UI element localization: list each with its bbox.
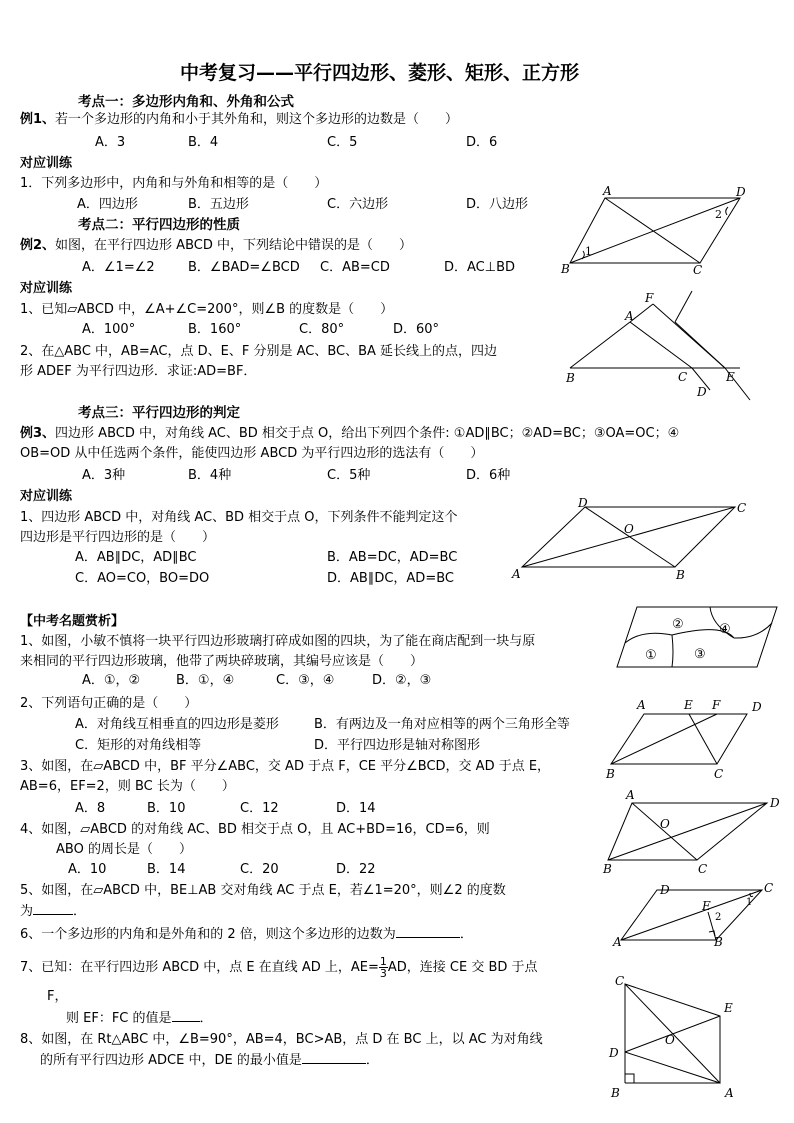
famous-q6-suffix: ．: [459, 927, 473, 942]
kp3-q1-opt-d: D．AB∥DC，AD=BC: [327, 571, 454, 586]
fig7-label-e: E: [702, 899, 711, 913]
fig7-label-b: B: [714, 935, 723, 949]
q7-fraction-numerator: 1: [379, 955, 387, 968]
kp1-example-text: 若一个多边形的内角和小于其外角和，则这个多边形的边数是（ ）: [55, 112, 459, 127]
kp1-q1-opt-b: B．五边形: [188, 197, 249, 212]
kp3-example-line2: OB=OD 从中任选两个条件，能使四边形 ABCD 为平行四边形的选法有（ ）: [20, 446, 484, 461]
famous-q7-line2: F，: [47, 989, 68, 1004]
famous-q2-text: 2、下列语句正确的是（ ）: [20, 696, 198, 711]
figure-famous-q5: [612, 880, 782, 950]
kp1-q1-text: 1．下列多边形中，内角和与外角和相等的是（ ）: [20, 176, 328, 191]
fig8-label-c: C: [615, 974, 625, 988]
kp3-q1-opt-a: A．AB∥DC，AD∥BC: [75, 550, 197, 565]
kp1-ex-opt-c: C．5: [327, 135, 358, 150]
fig4-piece-3: ③: [694, 647, 706, 662]
fig6-label-b: B: [603, 862, 612, 876]
fig8-label-a: A: [725, 1086, 734, 1100]
kp1-ex-opt-b: B．4: [188, 135, 219, 150]
famous-q2-opt-b: B．有两边及一角对应相等的两个三角形全等: [314, 717, 570, 732]
q7-fraction: [379, 956, 388, 979]
kp2-q2-line2: 形 ADEF 为平行四边形．求证:AD=BF．: [20, 364, 257, 379]
kp1-example-label: 例1、: [20, 112, 56, 127]
kp1-training-label: 对应训练: [20, 156, 73, 171]
famous-heading: 【中考名题赏析】: [20, 614, 125, 629]
kp2-q1-opt-c: C．80°: [299, 322, 345, 337]
kp1-example: [20, 111, 458, 129]
kp2-q1-opt-a: A．100°: [82, 322, 136, 337]
fig8-label-e: E: [724, 1001, 733, 1015]
famous-q3-opt-a: A．8: [75, 801, 106, 816]
fig6-label-a: A: [626, 788, 635, 802]
famous-q1-opt-c: C．③，④: [276, 673, 335, 688]
kp3-training-label: 对应训练: [20, 489, 73, 504]
kp3-example-label: 例3、: [20, 426, 56, 441]
kp2-example-text: 如图，在平行四边形 ABCD 中，下列结论中错误的是（ ）: [55, 238, 412, 253]
kp2-ex-opt-b: B．∠BAD=∠BCD: [188, 260, 300, 275]
fig7-label-d: D: [660, 883, 670, 897]
fig6-label-o: O: [660, 817, 670, 831]
fig3-label-c: C: [737, 501, 747, 515]
kp2-training-label: 对应训练: [20, 281, 73, 296]
kp1-q1-opt-c: C．六边形: [327, 197, 389, 212]
kp2-ex-opt-c: C．AB=CD: [320, 260, 390, 275]
famous-q4-opt-b: B．14: [147, 862, 186, 877]
famous-q3-line1: 3、如图，在▱ABCD 中，BF 平分∠ABC，交 AD 于点 F，CE 平分∠BCD，交 AD 于点 E，: [20, 759, 551, 774]
famous-q5-line1: 5、如图，在▱ABCD 中，BE⊥AB 交对角线 AC 于点 E，若∠1=20°，则∠2 的度数: [20, 883, 506, 898]
famous-q7-text-a: 7、已知：在平行四边形 ABCD 中，点 E 在直线 AD 上，AE=: [20, 960, 379, 975]
famous-q7-text-b: AD，连接 CE 交 BD 于点: [387, 960, 538, 975]
kp3-ex-opt-d: D．6种: [466, 468, 511, 483]
fig8-label-b: B: [611, 1086, 620, 1100]
q7-fraction-denominator: 3: [379, 967, 387, 980]
fig3-label-o: O: [624, 522, 634, 536]
famous-q3-line2: AB=6，EF=2，则 BC 长为（ ）: [20, 779, 235, 794]
famous-q3-opt-b: B．10: [147, 801, 186, 816]
figure-famous-q8: [603, 970, 753, 1105]
fig7-label-a: A: [613, 935, 622, 949]
kp2-heading: 考点二：平行四边形的性质: [78, 217, 240, 233]
kp3-q1-line2: 四边形是平行四边形的是（ ）: [20, 530, 216, 545]
q7-answer-blank: [172, 1021, 200, 1022]
fig1-angle-2: 2: [715, 208, 722, 221]
fig2-label-b: B: [566, 371, 575, 385]
kp3-q1-opt-c: C．AO=CO，BO=DO: [75, 571, 210, 586]
famous-q7-line3: [66, 1010, 213, 1028]
famous-q3-opt-d: D．14: [336, 801, 376, 816]
kp3-ex-opt-c: C．5种: [327, 468, 371, 483]
famous-q6: [20, 926, 473, 944]
famous-q1-opt-d: D．②，③: [372, 673, 432, 688]
q6-answer-blank: [396, 937, 460, 938]
fig7-label-c: C: [764, 881, 774, 895]
famous-q4-line1: 4、如图，▱ABCD 的对角线 AC、BD 相交于点 O，且 AC+BD=16，CD=6，则: [20, 822, 490, 837]
figure-famous-q4: [602, 785, 782, 880]
fig2-label-c: C: [678, 370, 688, 384]
fig1-label-d: D: [736, 185, 746, 199]
fig3-label-a: A: [512, 567, 521, 581]
famous-q5-line2: [20, 903, 86, 921]
fig8-label-d: D: [609, 1046, 619, 1060]
fig4-piece-4: ④: [719, 622, 731, 637]
q5-answer-blank: [33, 914, 73, 915]
fig1-label-c: C: [693, 263, 703, 277]
famous-q4-line2: ABO 的周长是（ ）: [56, 842, 192, 857]
fig2-label-e: E: [726, 370, 735, 384]
famous-q7-line1: [20, 956, 538, 979]
fig2-label-a: A: [625, 309, 634, 323]
figure-famous-q3: [602, 695, 782, 780]
kp3-example-text: 四边形 ABCD 中，对角线 AC、BD 相交于点 O，给出下列四个条件: ①AD∥BC；②AD=BC；③OA=OC；④: [55, 426, 680, 441]
famous-q7-line3-suffix: ．: [199, 1011, 213, 1026]
famous-q2-opt-c: C．矩形的对角线相等: [75, 738, 202, 753]
fig5-label-b: B: [606, 767, 615, 780]
page-title: 中考复习——平行四边形、菱形、矩形、正方形: [180, 62, 580, 84]
kp1-ex-opt-d: D．6: [466, 135, 498, 150]
kp1-q1-opt-a: A．四边形: [77, 197, 138, 212]
kp2-ex-opt-a: A．∠1=∠2: [82, 260, 155, 275]
kp2-q1-text: 1、已知▱ABCD 中，∠A+∠C=200°，则∠B 的度数是（ ）: [20, 302, 394, 317]
kp2-q2-line1: 2、在△ABC 中，AB=AC，点 D、E、F 分别是 AC、BC、BA 延长线上的点，四边: [20, 344, 498, 359]
fig3-label-b: B: [676, 568, 685, 582]
famous-q8-line1: 8、如图，在 Rt△ABC 中，∠B=90°，AB=4，BC>AB，点 D 在 BC 上，以 AC 为对角线: [20, 1032, 543, 1047]
kp1-heading: 考点一：多边形内角和、外角和公式: [78, 94, 294, 110]
famous-q4-opt-d: D．22: [336, 862, 376, 877]
famous-q8-line2-text: 的所有平行四边形 ADCE 中，DE 的最小值是: [40, 1053, 302, 1068]
fig7-angle-2: 2: [715, 912, 722, 923]
fig2-label-d: D: [697, 385, 707, 399]
kp3-example-line1: [20, 425, 679, 443]
fig5-label-f: F: [712, 698, 721, 712]
fig3-label-d: D: [578, 496, 588, 510]
figure-kp2-q2-triangle: [560, 290, 760, 402]
fig1-angle-1: 1: [585, 245, 592, 258]
fig7-angle-1: 1: [746, 897, 753, 908]
figure-broken-glass: [612, 603, 782, 673]
famous-q1-opt-b: B．①，④: [176, 673, 235, 688]
kp2-example-label: 例2、: [20, 238, 56, 253]
fig4-piece-1: ①: [645, 648, 657, 663]
fig4-piece-2: ②: [672, 617, 684, 632]
fig5-label-d: D: [752, 700, 762, 714]
q8-answer-blank: [302, 1063, 366, 1064]
kp3-ex-opt-b: B．4种: [188, 468, 232, 483]
famous-q4-opt-c: C．20: [240, 862, 279, 877]
fig6-label-d: D: [770, 796, 780, 810]
fig6-label-c: C: [698, 862, 708, 876]
figure-example2-parallelogram: [560, 185, 750, 277]
kp1-ex-opt-a: A．3: [95, 135, 126, 150]
fig8-label-o: O: [665, 1033, 675, 1047]
famous-q1-line1: 1、如图，小敏不慎将一块平行四边形玻璃打碎成如图的四块，为了能在商店配到一块与原: [20, 634, 536, 649]
kp2-q1-opt-b: B．160°: [188, 322, 242, 337]
fig5-label-e: E: [684, 698, 693, 712]
famous-q4-opt-a: A．10: [68, 862, 107, 877]
famous-q5-suffix: ．: [73, 904, 87, 919]
famous-q3-opt-c: C．12: [240, 801, 279, 816]
famous-q8-line2: [40, 1052, 379, 1070]
kp2-q1-opt-d: D．60°: [393, 322, 440, 337]
kp3-heading: 考点三：平行四边形的判定: [78, 405, 240, 421]
fig2-label-f: F: [645, 291, 654, 305]
famous-q1-opt-a: A．①，②: [82, 673, 141, 688]
famous-q7-line3-text: 则 EF：FC 的值是: [66, 1011, 172, 1026]
fig1-label-b: B: [561, 262, 570, 276]
figure-kp3-q1-parallelogram: [510, 495, 760, 587]
famous-q8-line2-suffix: ．: [365, 1053, 379, 1068]
fig5-label-a: A: [637, 698, 646, 712]
kp1-q1-opt-d: D．八边形: [466, 197, 529, 212]
famous-q6-text: 6、一个多边形的内角和是外角和的 2 倍，则这个多边形的边数为: [20, 927, 396, 942]
kp3-q1-line1: 1、四边形 ABCD 中，对角线 AC、BD 相交于点 O，下列条件不能判定这个: [20, 510, 458, 525]
kp3-q1-opt-b: B．AB=DC，AD=BC: [327, 550, 458, 565]
famous-q1-line2: 来相同的平行四边形玻璃，他带了两块碎玻璃，其编号应该是（ ）: [20, 654, 424, 669]
kp2-ex-opt-d: D．AC⊥BD: [444, 260, 516, 275]
famous-q5-prefix: 为: [20, 904, 34, 919]
famous-q2-opt-d: D．平行四边形是轴对称图形: [314, 738, 481, 753]
fig5-label-c: C: [714, 767, 724, 780]
kp2-example: [20, 237, 412, 255]
famous-q2-opt-a: A．对角线互相垂直的四边形是菱形: [75, 717, 279, 732]
fig1-label-a: A: [603, 185, 612, 198]
kp3-ex-opt-a: A．3种: [82, 468, 126, 483]
